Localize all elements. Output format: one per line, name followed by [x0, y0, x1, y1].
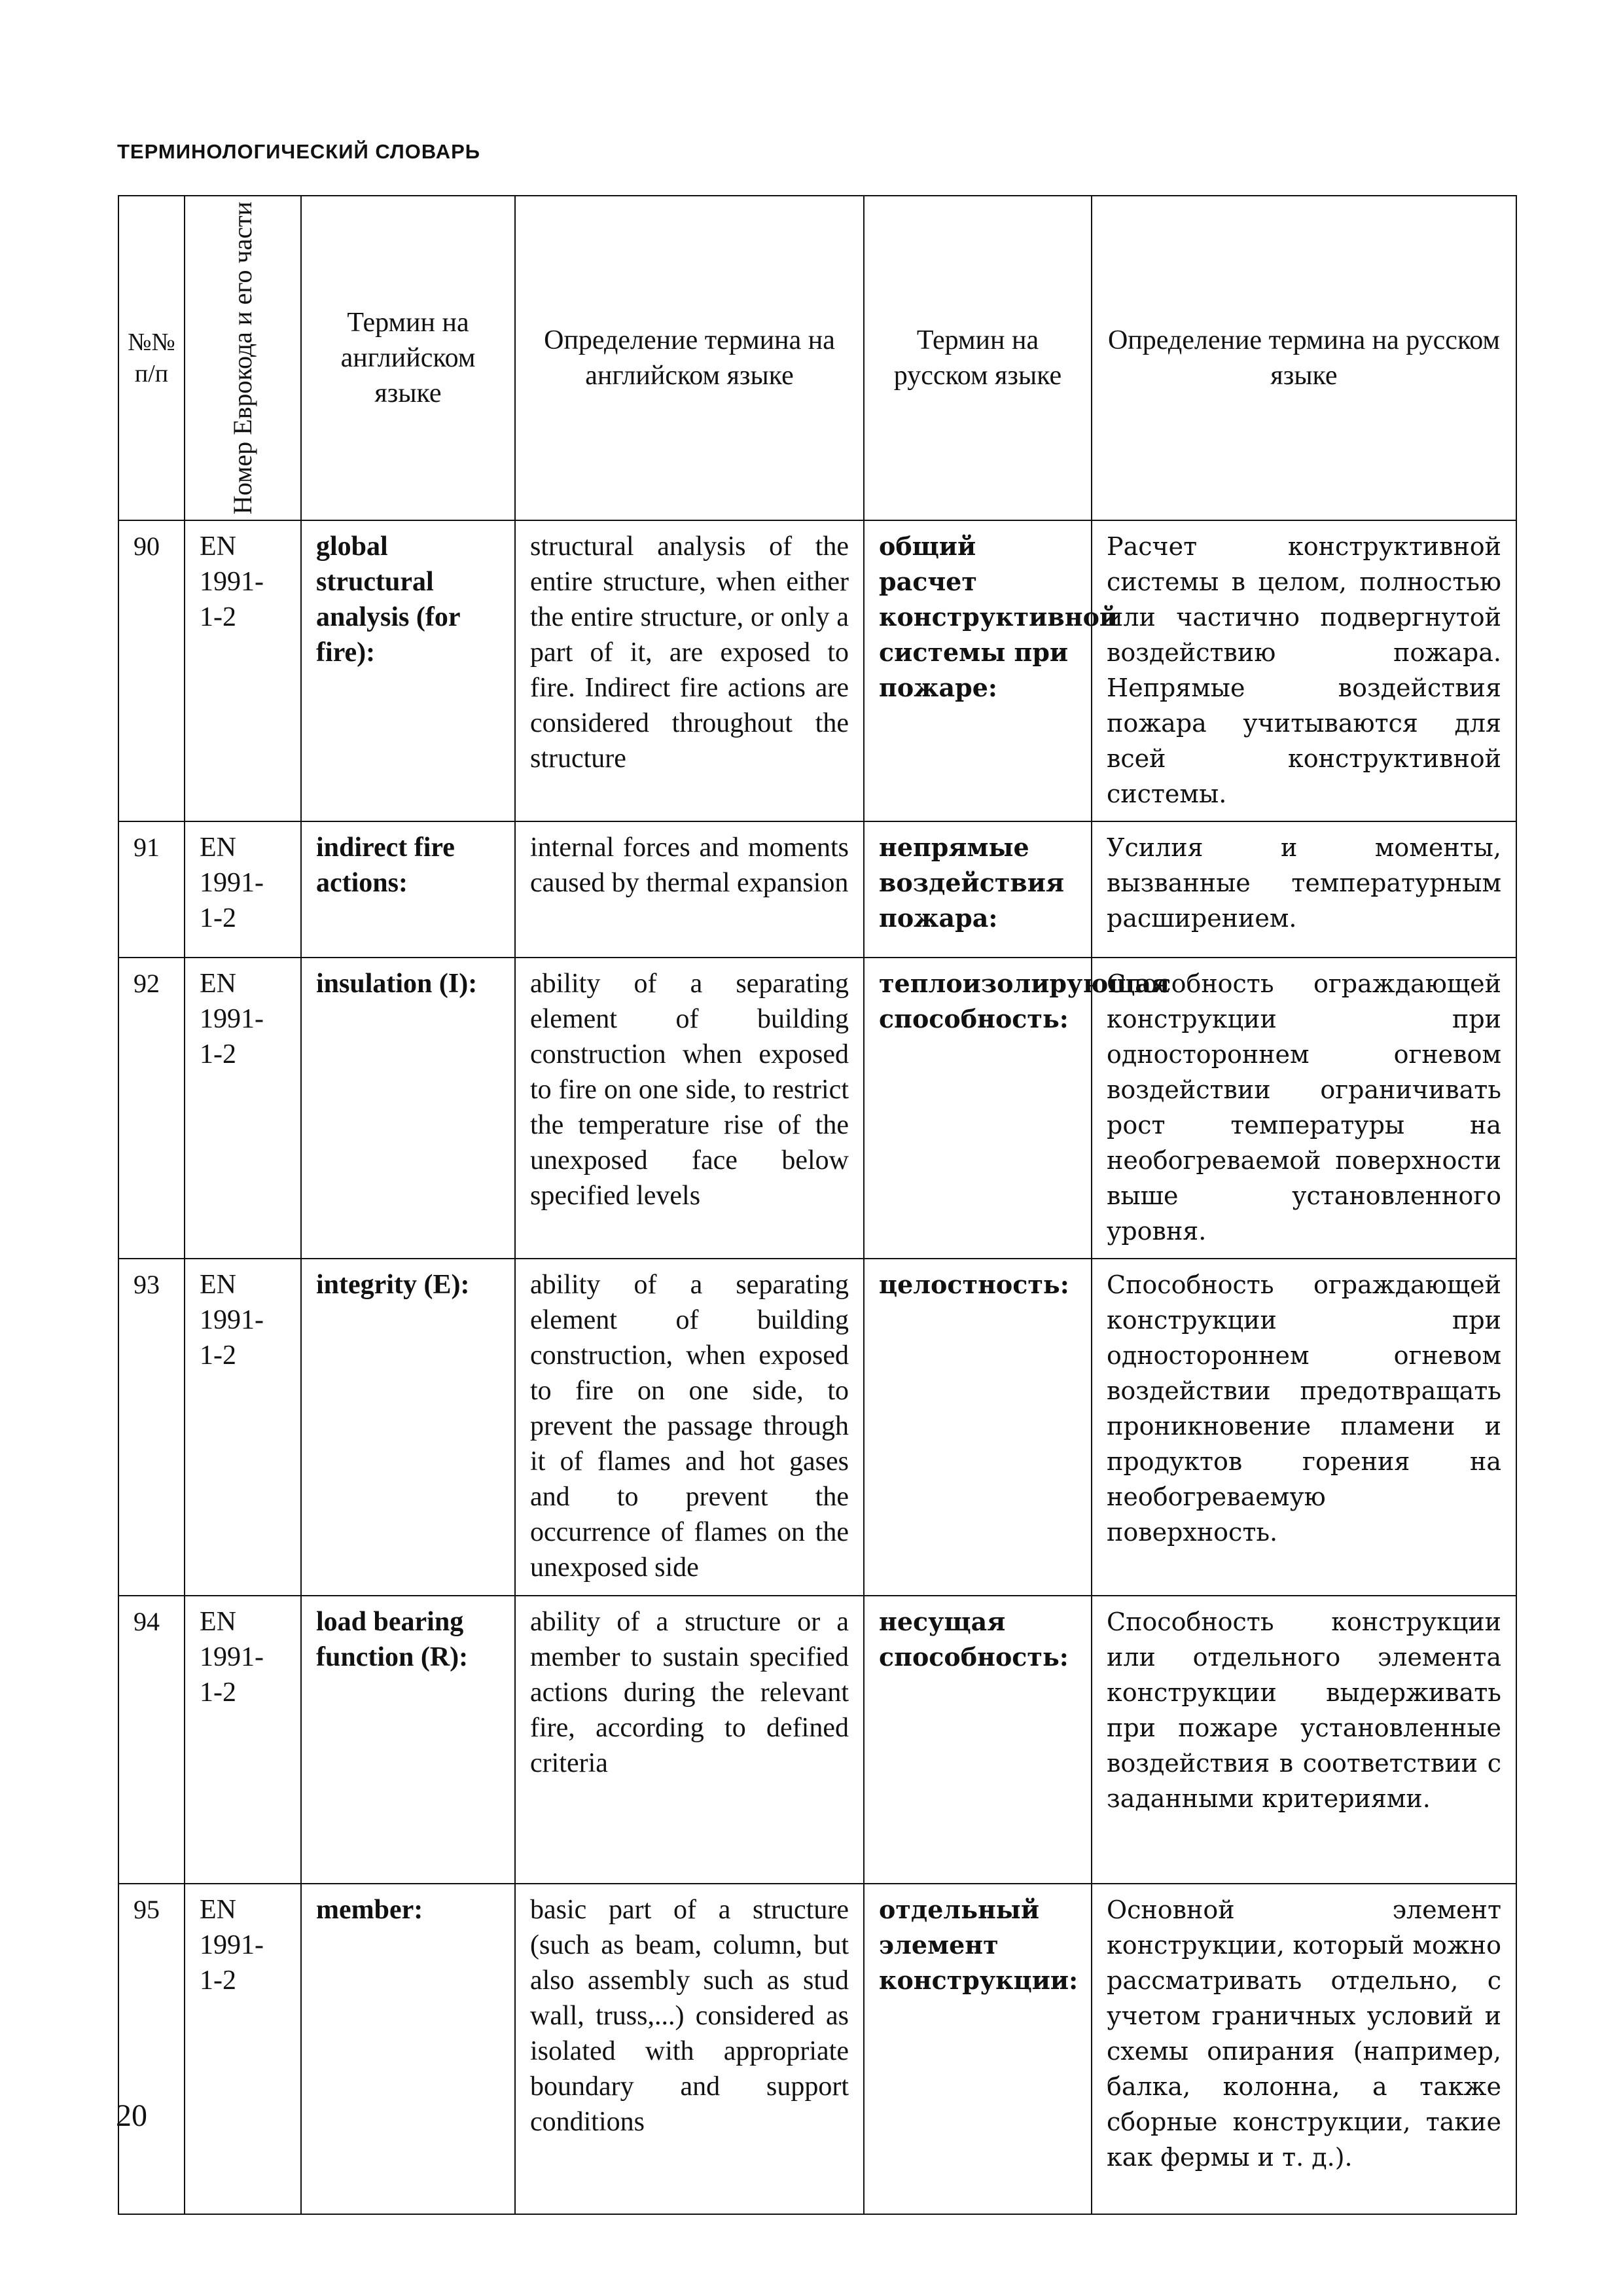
row-def-en: ability of a separating element of building construction, when exposed to fire on one side, to prevent the passage through it of flames and hot gases and to prevent the occurrence of flames on the unexposed side — [515, 1259, 864, 1596]
row-eurocode: EN 1991-1-2 — [185, 958, 301, 1259]
table-row — [118, 1884, 1516, 2214]
table-row — [118, 1259, 1516, 1596]
row-term-ru: целостность: — [864, 1259, 1092, 1596]
row-term-ru: общий расчет конструктивной системы при пожаре: — [864, 520, 1092, 821]
row-num: 92 — [118, 958, 185, 1259]
table-row — [118, 520, 1516, 821]
row-term-en: integrity (E): — [301, 1259, 515, 1596]
row-def-ru: Основной элемент конструкции, который можно рассматривать отдельно, с учетом граничных условий и схемы опирания (например, балка, колонна, а также сборные конструкции, такие как фермы и т. д.). — [1092, 1884, 1516, 2214]
row-term-ru: несущая способность: — [864, 1596, 1092, 1884]
header-term-en: Термин на английском языке — [301, 196, 515, 520]
row-def-en: basic part of a structure (such as beam, column, but also assembly such as stud wall, truss,...) considered as isolated with appropriate boundary and support conditions — [515, 1884, 864, 2214]
row-term-en: load bearing function (R): — [301, 1596, 515, 1884]
header-eurocode-label: Номер Еврокода и его части — [228, 202, 257, 514]
row-def-en: ability of a structure or a member to sustain specified actions during the relevant fire, according to defined criteria — [515, 1596, 864, 1884]
row-num: 90 — [118, 520, 185, 821]
row-def-ru: Усилия и моменты, вызванные температурным расширением. — [1092, 821, 1516, 958]
row-eurocode: EN 1991-1-2 — [185, 821, 301, 958]
row-num: 94 — [118, 1596, 185, 1884]
row-term-en: indirect fire actions: — [301, 821, 515, 958]
row-def-en: ability of a separating element of building construction when exposed to fire on one side, to restrict the temperature rise of the unexposed face below specified levels — [515, 958, 864, 1259]
page-number: 20 — [116, 2098, 147, 2133]
row-eurocode: EN 1991-1-2 — [185, 1259, 301, 1596]
row-num: 93 — [118, 1259, 185, 1596]
row-def-en: structural analysis of the entire structure, when either the entire structure, or only a part of it, are exposed to fire. Indirect fire actions are considered throughout the structure — [515, 520, 864, 821]
row-term-ru: теплоизолирующая способность: — [864, 958, 1092, 1259]
row-def-ru: Способность ограждающей конструкции при одностороннем огневом воздействии ограничивать рост температуры на необогреваемой поверхности выше установленного уровня. — [1092, 958, 1516, 1259]
header-def-ru: Определение термина на русском языке — [1092, 196, 1516, 520]
row-def-ru: Способность конструкции или отдельного элемента конструкции выдерживать при пожаре установленные воздействия в соответствии с заданными критериями. — [1092, 1596, 1516, 1884]
table-row — [118, 1596, 1516, 1884]
header-eurocode — [185, 196, 301, 520]
row-term-en: insulation (I): — [301, 958, 515, 1259]
glossary-table — [118, 195, 1517, 2215]
row-eurocode: EN 1991-1-2 — [185, 1596, 301, 1884]
table-row — [118, 821, 1516, 958]
row-def-ru: Расчет конструктивной системы в целом, полностью или частично подвергнутой воздействию пожара. Непрямые воздействия пожара учитываются для всей конструктивной системы. — [1092, 520, 1516, 821]
header-term-ru: Термин на русском языке — [864, 196, 1092, 520]
header-num: №№ п/п — [118, 196, 185, 520]
row-def-en: internal forces and moments caused by thermal expansion — [515, 821, 864, 958]
table-row — [118, 958, 1516, 1259]
row-term-en: member: — [301, 1884, 515, 2214]
running-header: ТЕРМИНОЛОГИЧЕСКИЙ СЛОВАРЬ — [117, 140, 481, 163]
row-eurocode: EN 1991-1-2 — [185, 520, 301, 821]
row-num: 95 — [118, 1884, 185, 2214]
row-eurocode: EN 1991-1-2 — [185, 1884, 301, 2214]
table-header-row — [118, 196, 1516, 520]
row-num: 91 — [118, 821, 185, 958]
header-def-en: Определение термина на английском языке — [515, 196, 864, 520]
row-term-ru: непрямые воздействия пожара: — [864, 821, 1092, 958]
row-def-ru: Способность ограждающей конструкции при одностороннем огневом воздействии предотвращать проникновение пламени и продуктов горения на необогреваемую поверхность. — [1092, 1259, 1516, 1596]
row-term-ru: отдельный элемент конструкции: — [864, 1884, 1092, 2214]
row-term-en: global structural analysis (for fire): — [301, 520, 515, 821]
